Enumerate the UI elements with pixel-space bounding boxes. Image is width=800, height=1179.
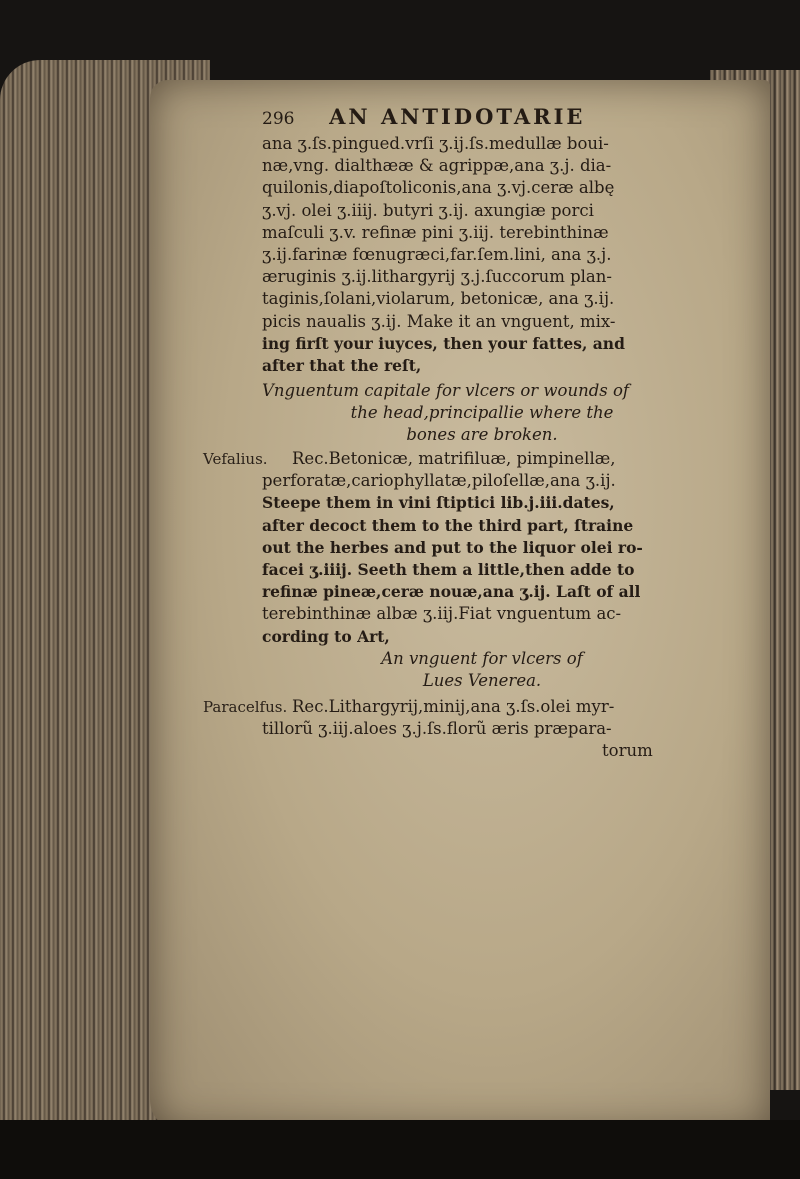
- text-line: perforatæ,cariophyllatæ,piloſellæ,ana ʒ.ij.: [262, 471, 616, 491]
- text-line: ana ʒ.ſs.pingued.vrſi ʒ.ij.ſs.medullæ boui-: [262, 134, 609, 153]
- text-line: out the herbes and put to the liquor olei ro-: [262, 537, 643, 557]
- heading-line: Vnguentum capitale for vlcers or wounds of: [262, 381, 630, 400]
- recipe-text-1: [262, 133, 742, 377]
- heading-line: Lues Venerea.: [422, 671, 542, 691]
- text-line: facei ʒ.iiij. Seeth them a little,then adde to: [262, 559, 635, 579]
- recipe-text-2: [262, 448, 742, 648]
- text-line: terebinthinæ albæ ʒ.iij.Fiat vnguentum ac-: [262, 604, 622, 624]
- text-line: taginis,ſolani,violarum, betonicæ, ana ʒ.ij.: [262, 289, 615, 309]
- text-line: Rec.Lithargyrij,minij,ana ʒ.ſs.olei myr-: [292, 697, 615, 716]
- heading-line: bones are broken.: [406, 425, 558, 445]
- section-heading-2: [262, 648, 742, 692]
- page-number: 296: [262, 109, 295, 129]
- text-line: ʒ.ij.farinæ fœnugræci,far.ſem.lini, ana ʒ.j.: [262, 244, 612, 264]
- text-line: cording to Art,: [262, 626, 390, 646]
- text-line: after that the reſt,: [262, 355, 422, 375]
- text-line: picis naualis ʒ.ij. Make it an vnguent, mix-: [262, 311, 616, 331]
- text-line: maſculi ʒ.v. refinæ pini ʒ.iij. terebinthinæ: [262, 222, 609, 242]
- bottom-shadow: [0, 1120, 800, 1179]
- text-line: tillorũ ʒ.iij.aloes ʒ.j.ſs.florũ æris præpara-: [262, 719, 612, 739]
- margin-note-paracelsus: Paracelfus.: [203, 698, 288, 716]
- text-line: refinæ pineæ,ceræ nouæ,ana ʒ.ij. Laſt of all: [262, 582, 641, 602]
- text-line: æruginis ʒ.ij.lithargyrij ʒ.j.ſuccorum plan-: [262, 267, 612, 287]
- text-line: Steepe them in vini ſtiptici lib.j.iii.dates,: [262, 493, 615, 513]
- section-heading-1: [262, 380, 742, 447]
- margin-note-vesalius: Vefalius.: [203, 450, 268, 468]
- text-line: Rec.Betonicæ, matrifiluæ, pimpinellæ,: [292, 449, 616, 468]
- recipe-text-3: [262, 696, 742, 763]
- page-title: AN ANTIDOTARIE: [329, 104, 586, 129]
- text-line: ing firſt your iuyces, then your fattes, and: [262, 333, 625, 353]
- text-line: after decoct them to the third part, ſtraine: [262, 515, 634, 535]
- heading-line: the head,principallie where the: [350, 403, 614, 423]
- heading-line: An vnguent for vlcers of: [381, 649, 583, 668]
- text-line: ʒ.vj. olei ʒ.iiij. butyri ʒ.ij. axungiæ porci: [262, 200, 594, 220]
- catchword: torum: [602, 741, 653, 761]
- running-header: [262, 104, 702, 129]
- text-line: næ,vng. dialthææ & agrippæ,ana ʒ.j. dia-: [262, 156, 612, 176]
- text-line: quilonis,diapoſtoliconis,ana ʒ.vj.ceræ albę: [262, 178, 615, 198]
